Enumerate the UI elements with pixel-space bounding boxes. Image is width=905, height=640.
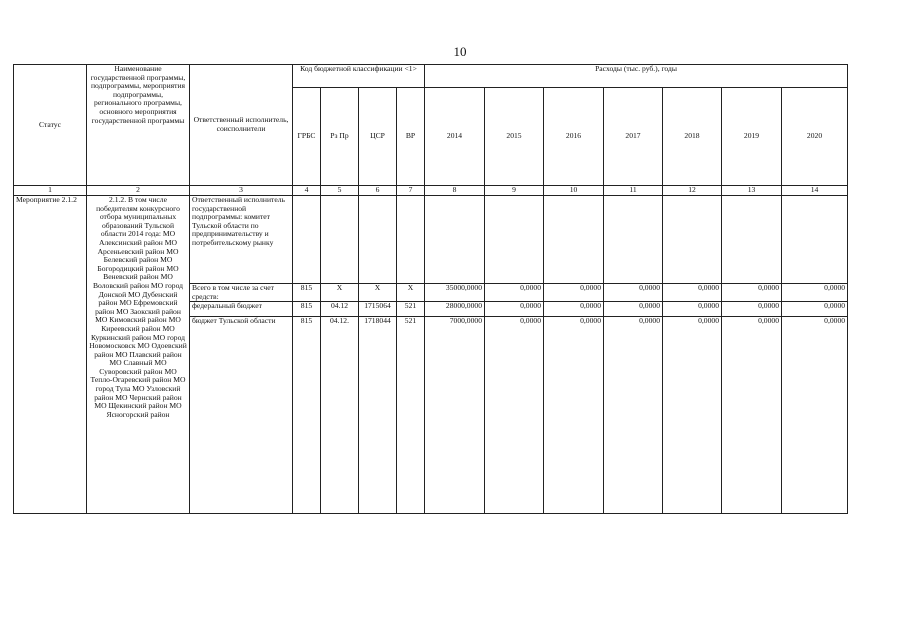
header-budget-code: Код бюджетной классификации <1> [293,65,425,88]
header-expenses: Расходы (тыс. руб.), годы [425,65,848,88]
funding-source: Всего в том числе за счет средств: [190,284,293,302]
rzpr-cell: X [321,284,359,302]
header-year: 2014 [425,88,485,186]
amount-cell: 0,0000 [782,284,848,302]
csr-cell: 1715064 [359,302,397,317]
column-number: 1 [14,186,87,196]
header-grbs: ГРБС [293,88,321,186]
column-number: 9 [485,186,544,196]
header-year: 2015 [485,88,544,186]
amount-cell: 0,0000 [544,284,604,302]
amount-cell: 0,0000 [544,317,604,514]
amount-cell: 0,0000 [663,302,722,317]
header-year: 2019 [722,88,782,186]
activity-name: 2.1.2. В том числе победителям конкурсного отбора муниципальных образований Тульской области 2014 года: МО Алексинский район МО Арсеньевский район МО Белевский район МО Богородицкий район МО Веневский район МО Воловский район МО город Донской МО Дубенский район МО Ефремовский район МО Заокский район МО Кимовский район МО Киреевский район МО Куркинский район МО город Новомосковск МО Одоевский район МО Плавский район МО Славный МО Суворовский район МО Тепло-Огаревский район МО город Тула МО Узловский район МО Чернский район МО Щекинский район МО Ясногорский район [87,196,190,514]
header-year: 2018 [663,88,722,186]
vr-cell: X [397,284,425,302]
funding-source: бюджет Тульской области [190,317,293,514]
amount-cell: 28000,0000 [425,302,485,317]
column-number-row [14,186,848,196]
amount-cell: 0,0000 [722,317,782,514]
rzpr-cell: 04.12. [321,317,359,514]
page-number: 10 [453,44,467,59]
activity-status: Мероприятие 2.1.2 [14,196,87,514]
amount-cell: 7000,0000 [425,317,485,514]
table-row [14,196,848,284]
amount-cell: 0,0000 [663,284,722,302]
csr-cell: 1718044 [359,317,397,514]
header-name: Наименование государственной программы, подпрограммы, мероприятия подпрограммы, регионального программы, основного мероприятия государственной программы [87,65,190,186]
amount-cell: 0,0000 [485,302,544,317]
amount-cell: 0,0000 [722,302,782,317]
vr-cell: 521 [397,317,425,514]
grbs-cell: 815 [293,284,321,302]
header-vr: ВР [397,88,425,186]
header-year: 2016 [544,88,604,186]
amount-cell: 35000,0000 [425,284,485,302]
header-csr: ЦСР [359,88,397,186]
amount-cell: 0,0000 [782,302,848,317]
activity-executor: Ответственный исполнитель государственной подпрограммы: комитет Тульской области по предпринимательству и потребительскому рынку [190,196,293,284]
column-number: 10 [544,186,604,196]
column-number: 6 [359,186,397,196]
amount-cell: 0,0000 [485,317,544,514]
amount-cell: 0,0000 [485,284,544,302]
column-number: 3 [190,186,293,196]
header-status: Статус [14,65,87,186]
column-number: 7 [397,186,425,196]
column-number: 2 [87,186,190,196]
budget-table [13,64,848,514]
grbs-cell: 815 [293,302,321,317]
amount-cell: 0,0000 [782,317,848,514]
column-number: 14 [782,186,848,196]
amount-cell: 0,0000 [604,284,663,302]
funding-source: федеральный бюджет [190,302,293,317]
column-number: 8 [425,186,485,196]
column-number: 4 [293,186,321,196]
header-executor: Ответственный исполнитель, соисполнители [190,65,293,186]
grbs-cell: 815 [293,317,321,514]
csr-cell: X [359,284,397,302]
amount-cell: 0,0000 [604,302,663,317]
header-year: 2020 [782,88,848,186]
amount-cell: 0,0000 [663,317,722,514]
rzpr-cell: 04.12 [321,302,359,317]
amount-cell: 0,0000 [544,302,604,317]
amount-cell: 0,0000 [722,284,782,302]
column-number: 12 [663,186,722,196]
vr-cell: 521 [397,302,425,317]
header-rzpr: Рз Пр [321,88,359,186]
column-number: 13 [722,186,782,196]
column-number: 11 [604,186,663,196]
amount-cell: 0,0000 [604,317,663,514]
header-year: 2017 [604,88,663,186]
column-number: 5 [321,186,359,196]
